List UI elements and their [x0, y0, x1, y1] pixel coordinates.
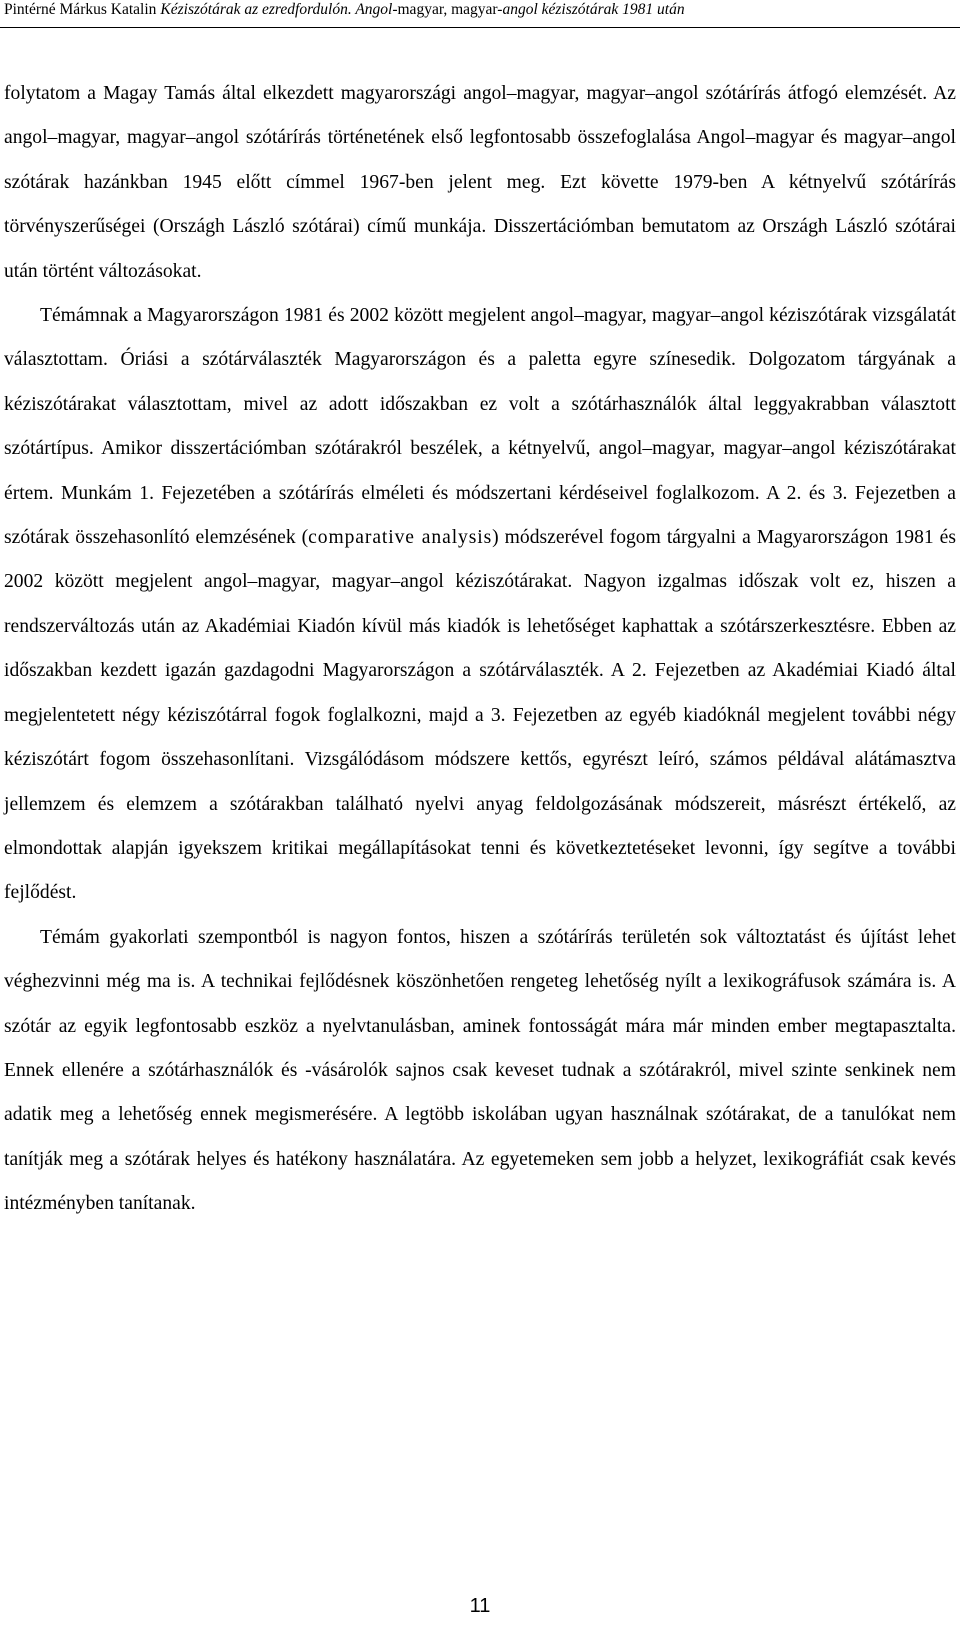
header-title-mid: -magyar, magyar- — [392, 1, 503, 18]
header-author: Pintérné Márkus Katalin — [4, 1, 157, 18]
paragraph-1: folytatom a Magay Tamás által elkezdett magyarországi angol–magyar, magyar–angol szótárírás átfogó elemzését. Az angol–magyar, magyar–angol szótárírás történetének első legfontosabb összefoglalása Angol–magyar és magyar–angol szótárak hazánkban 1945 előtt címmel 1967-ben jelent meg. Ezt követte 1979-ben A kétnyelvű szótárírás törvényszerűségei (Országh László szótárai) című munkája. Disszertációmban bemutatom az Országh László szótárai után történt változásokat. — [4, 83, 956, 282]
header-divider — [0, 27, 960, 28]
page-number: 11 — [469, 1595, 491, 1617]
paragraph-2-term: comparative analysis — [308, 527, 493, 549]
paragraph-2-part-1: Témámnak a Magyarországon 1981 és 2002 között megjelent angol–magyar, magyar–angol kéziszótárak vizsgálatát választottam. Óriási a szótárválaszték Magyarországon és a paletta egyre színesedik. Dolgozatom tárgyának a kéziszótárakat választottam, mivel az adott időszakban ez volt a szótárhasználók által leggyakrabban választott szótártípus. Amikor disszertációmban szótárakról beszélek, a kétnyelvű, angol–magyar, magyar–angol kéziszótárakat értem. Munkám 1. Fejezetében a szótárírás elméleti és módszertani kérdéseivel foglalkozom. A 2. és 3. Fejezetben a szótárak összehasonlító elemzésének ( — [4, 305, 956, 549]
paragraph-2 — [4, 294, 956, 916]
header-title-italic-3: angol kéziszótárak 1981 után — [502, 1, 685, 18]
running-header — [4, 0, 954, 20]
body-text — [4, 72, 956, 1227]
header-title-italic-1: Kéziszótárak az ezredfordulón. — [160, 1, 356, 18]
paragraph-3: Témám gyakorlati szempontból is nagyon fontos, hiszen a szótárírás területén sok változtatást és újítást lehet véghezvinni még ma is. A technikai fejlődésnek köszönhetően rengeteg lehetőség nyílt a lexikográfusok számára is. A szótár az egyik legfontosabb eszköz a nyelvtanulásban, aminek fontosságát mára már minden ember megtapasztalta. Ennek ellenére a szótárhasználók és -vásárolók sajnos csak keveset tudnak a szótárakról, mivel szinte senkinek nem adatik meg a lehetőség ennek megismerésére. A legtöbb iskolában ugyan használnak szótárakat, de a tanulókat nem tanítják meg a szótárak helyes és hatékony használatára. Az egyetemeken sem jobb a helyzet, lexikográfiát csak kevés intézményben tanítanak. — [4, 926, 956, 1215]
header-title-italic-2: Angol — [355, 1, 393, 18]
paragraph-2-part-2: ) módszerével fogom tárgyalni a Magyarországon 1981 és 2002 között megjelent angol–magyar, magyar–angol kéziszótárakat. Nagyon izgalmas időszak volt ez, hiszen a rendszerváltozás után az Akadémiai Kiadón kívül más kiadók is lehetőséget kaphattak a szótárszerkesztésre. Ebben az időszakban kezdett igazán gazdagodni Magyarországon a szótárválaszték. A 2. Fejezetben az Akadémiai Kiadó által megjelentetett négy kéziszótárral fogok foglalkozni, majd a 3. Fejezetben az egyéb kiadóknál megjelent további négy kéziszótárt fogom összehasonlítani. Vizsgálódásom módszere kettős, egyrészt leíró, számos példával alátámasztva jellemzem és elemzem a szótárakban található nyelvi anyag feldolgozásának módszereit, másrészt értékelő, az elmondottak alapján igyekszem kritikai megállapításokat tenni és következtetéseket levonni, így segítve a további fejlődést. — [4, 527, 956, 904]
